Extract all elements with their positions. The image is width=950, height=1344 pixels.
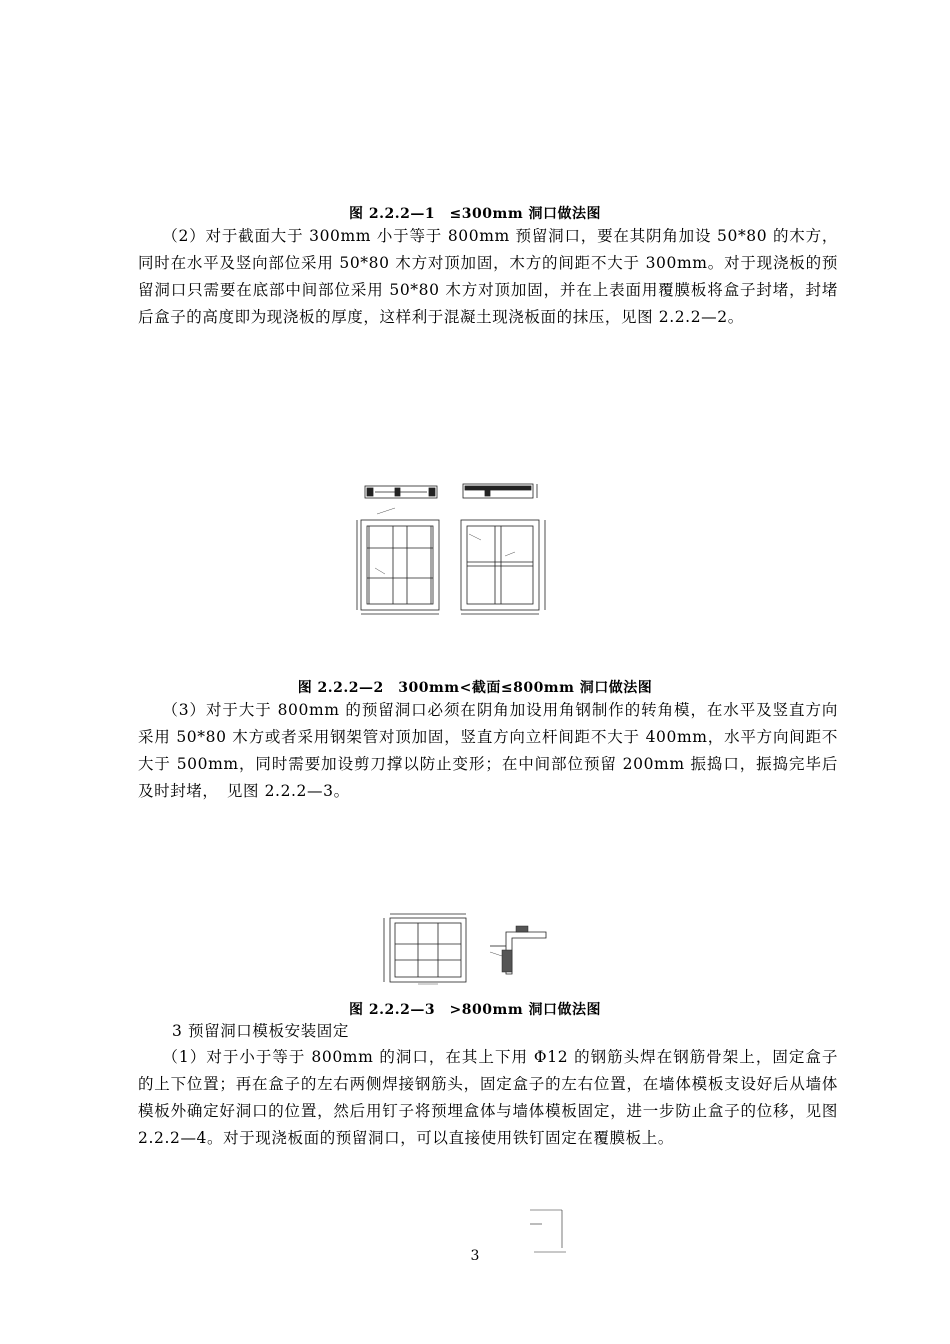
section-heading: 3 预留洞口模板安装固定 [172, 1022, 349, 1040]
figure-3-drawing [378, 912, 558, 994]
paragraph-3 [138, 697, 838, 805]
paragraph-2-text: （2）对于截面大于 300mm 小于等于 800mm 预留洞口，要在其阴角加设 50*80 的木方，同时在水平及竖向部位采用 50*80 木方对顶加固，木方的间距不大于 300mm。对于现浇板的预留洞口只需要在底部中间部位采用 50*80 木方对顶加固，并在上表面用覆膜板将盒子封堵，封堵后盒子的高度即为现浇板的厚度，这样利于混凝土现浇板面的抹压，见图 2.2.2—2。 [138, 227, 838, 326]
figure-2-drawing [355, 478, 555, 628]
page-number: 3 [470, 1248, 480, 1264]
figure-caption-3: 图 2.2.2—3 >800mm 洞口做法图 [348, 1002, 602, 1018]
paragraph-4-text: （1）对于小于等于 800mm 的洞口，在其上下用 Φ12 的钢筋头焊在钢筋骨架上，固定盒子的上下位置；再在盒子的左右两侧焊接钢筋头，固定盒子的左右位置，在墙体模板支设好后从墙体模板外确定好洞口的位置，然后用钉子将预埋盒体与墙体模板固定，进一步防止盒子的位移，见图 2.2.2—4。对于现浇板面的预留洞口，可以直接使用铁钉固定在覆膜板上。 [138, 1048, 838, 1147]
paragraph-4 [138, 1044, 838, 1152]
paragraph-2 [138, 223, 838, 331]
figure-caption-1: 图 2.2.2—1 ≤300mm 洞口做法图 [348, 206, 602, 222]
paragraph-3-text: （3）对于大于 800mm 的预留洞口必须在阴角加设用角钢制作的转角模，在水平及竖直方向采用 50*80 木方或者采用钢架管对顶加固，竖直方向立杆间距不大于 400mm，水平方向间距不大于 500mm，同时需要加设剪刀撑以防止变形；在中间部位预留 200mm 振捣口，振捣完毕后及时封堵， 见图 2.2.2—3。 [138, 701, 838, 800]
figure-caption-2: 图 2.2.2—2 300mm<截面≤800mm 洞口做法图 [297, 680, 653, 696]
